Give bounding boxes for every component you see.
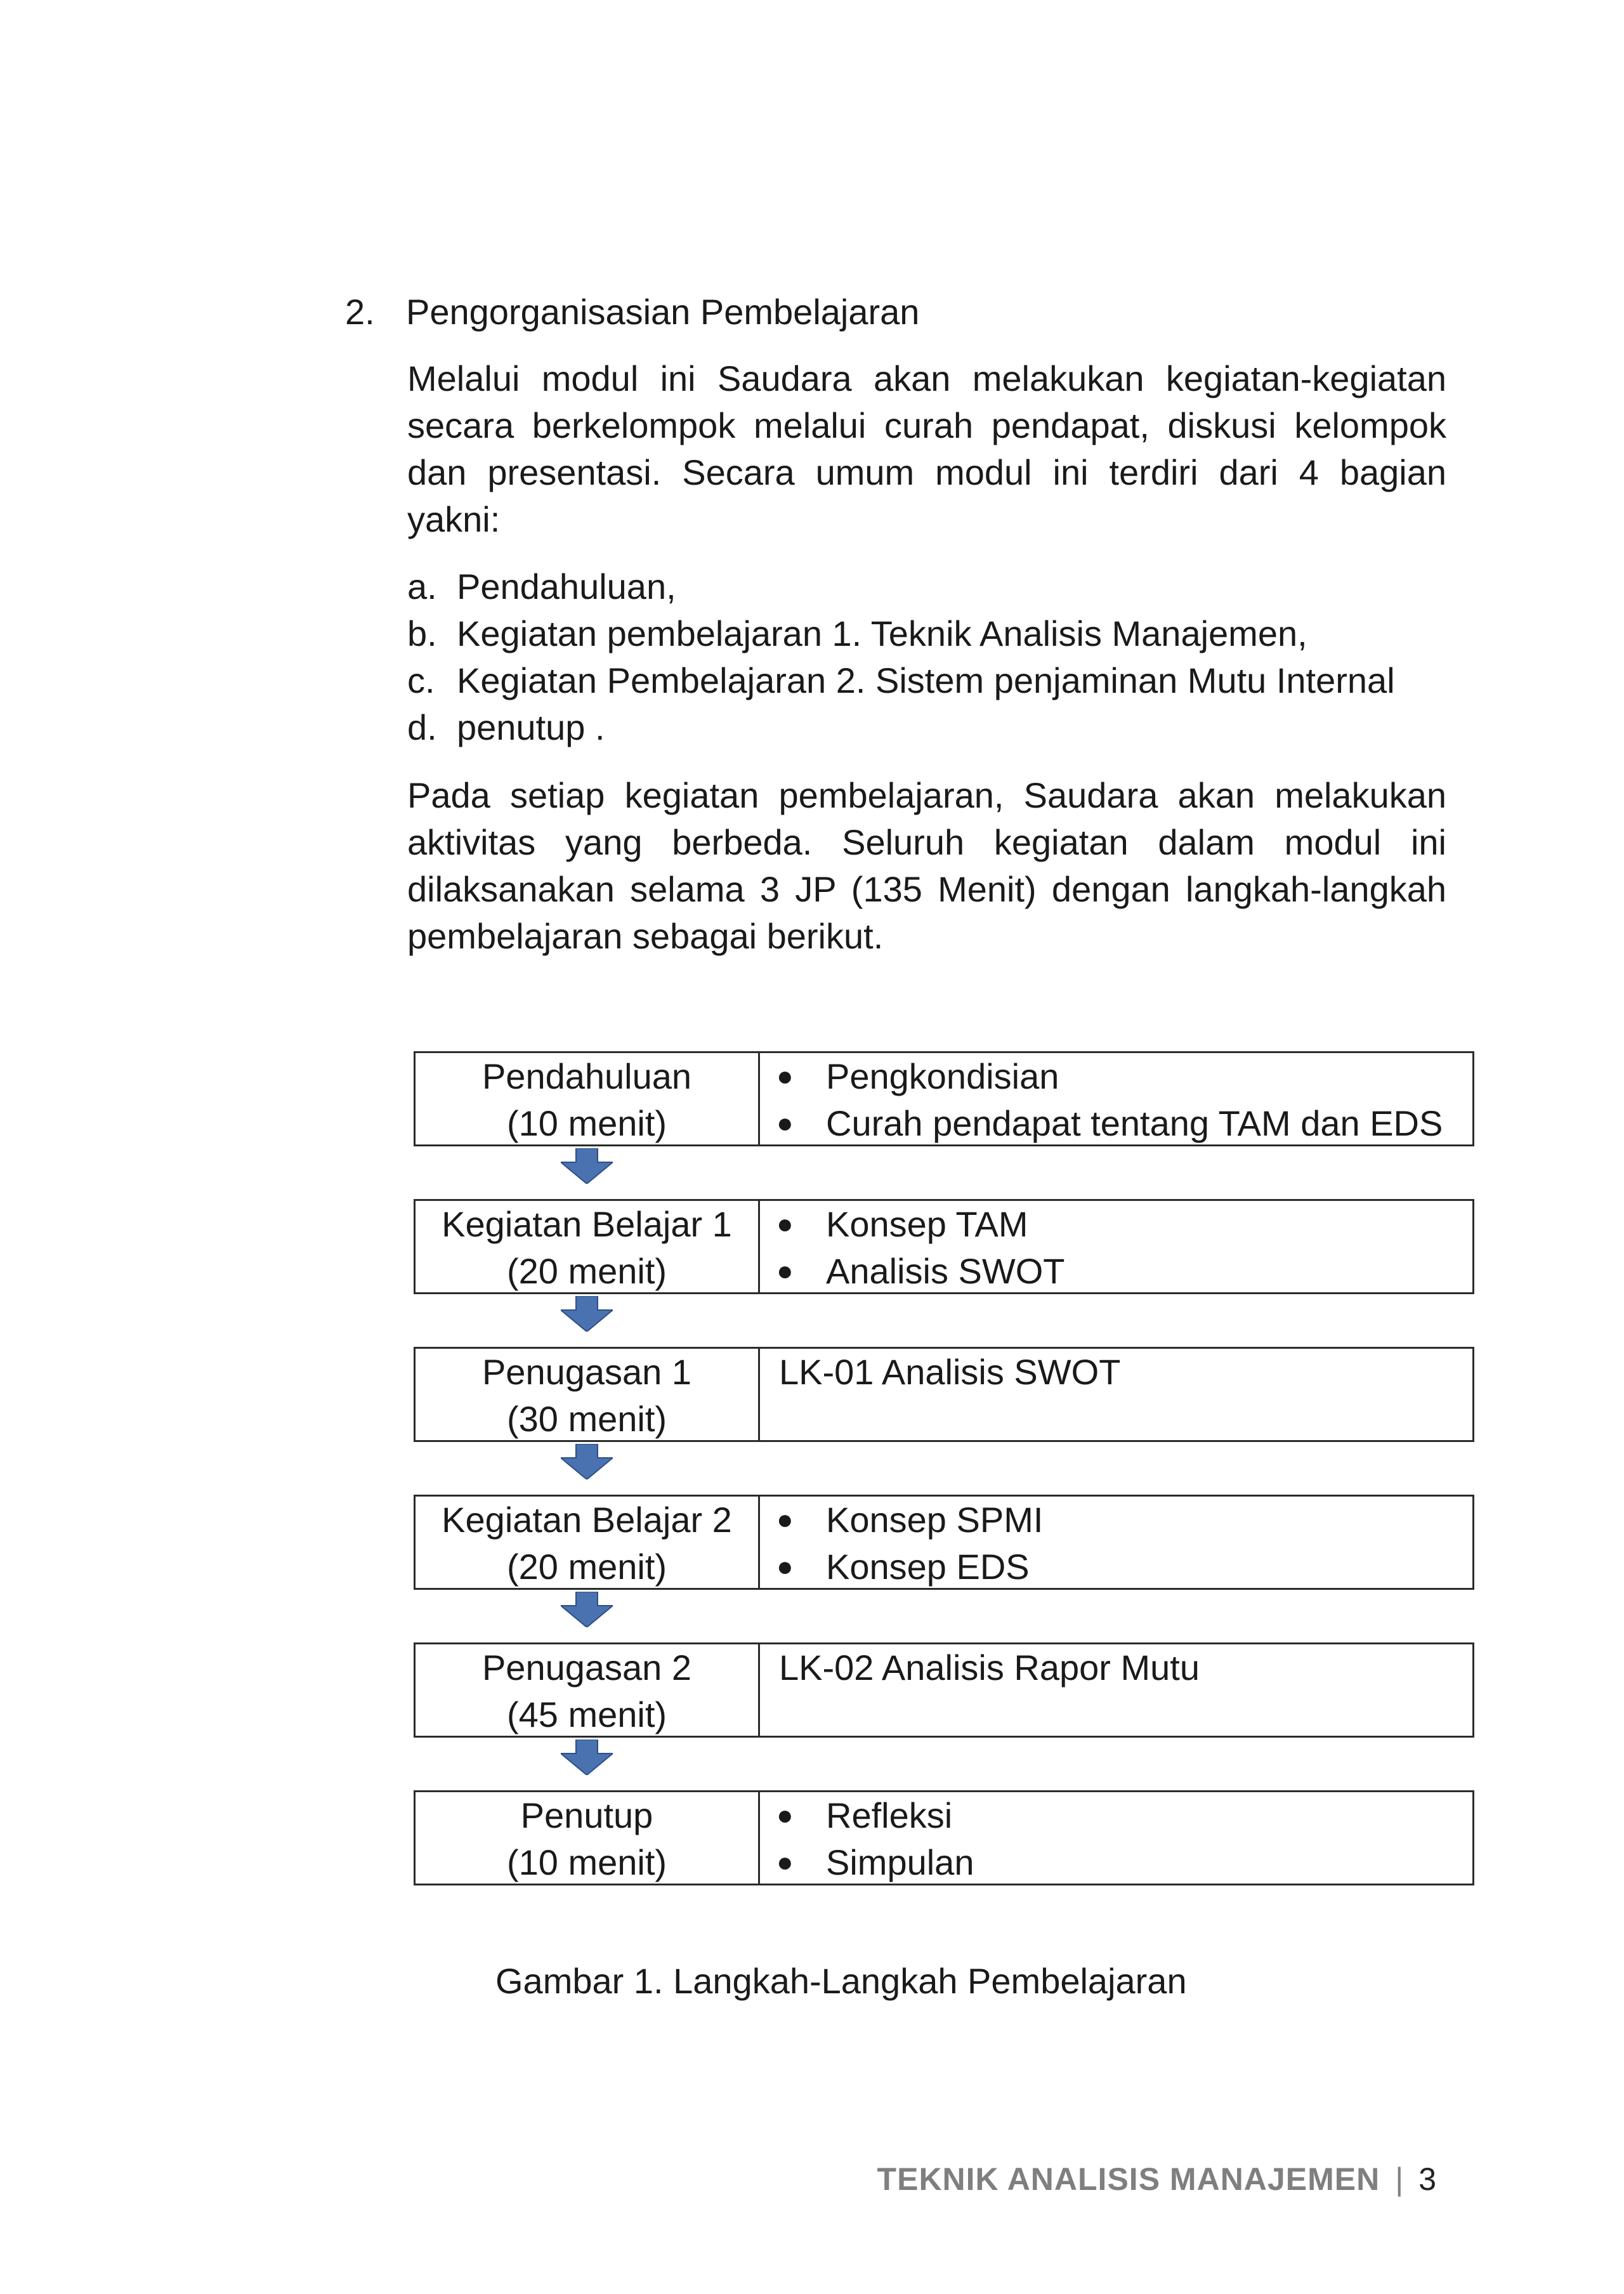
step-duration: (20 menit) [506,1251,667,1291]
flow-step-penugasan-2 [414,1642,1474,1738]
bullet-icon: ● [776,1847,794,1878]
flow-step-kegiatan-belajar-1 [414,1199,1474,1294]
step-text: LK-02 Analisis Rapor Mutu [779,1648,1200,1688]
arrow-shape [561,1740,613,1775]
arrow-down-icon [561,1592,613,1627]
step-content [760,1201,1472,1292]
step-label [416,1644,760,1736]
step-content [760,1497,1472,1588]
step-name: Kegiatan Belajar 1 [442,1204,732,1244]
step-duration: (10 menit) [506,1103,667,1143]
step-duration: (45 menit) [506,1694,667,1734]
step-duration: (10 menit) [506,1842,667,1882]
list-item: ● Refleksi [776,1792,1472,1839]
arrow-shape [561,1148,613,1184]
arrow-shape [561,1296,613,1332]
section-number: 2. [345,292,375,332]
step-label [416,1201,760,1292]
bullet-icon: ● [776,1209,794,1240]
flow-step-penugasan-1 [414,1347,1474,1442]
step-name: Penugasan 1 [481,1352,692,1392]
list-item: ● Analisis SWOT [776,1248,1472,1295]
arrow-shape [561,1444,613,1479]
step-text: LK-01 Analisis SWOT [779,1352,1121,1392]
footer-separator: | [1395,2161,1404,2197]
list-item: d. penutup . [407,707,605,747]
step-label [416,1349,760,1440]
step-name: Pendahuluan [481,1056,692,1096]
step-content [760,1644,1472,1736]
step-label [416,1497,760,1588]
list-item: b. Kegiatan pembelajaran 1. Teknik Analisis Manajemen, [407,613,1307,653]
section-heading [345,289,919,336]
bullet-icon: ● [776,1504,794,1535]
list-item: ● Simpulan [776,1839,1472,1886]
figure-caption: Gambar 1. Langkah-Langkah Pembelajaran [495,1961,1187,2001]
step-name: Penutup [520,1795,653,1835]
arrow-down-icon [561,1296,613,1332]
list-item: ● Konsep EDS [776,1544,1472,1590]
flow-step-pendahuluan [414,1051,1474,1146]
arrow-down-icon [561,1148,613,1184]
step-content [760,1349,1472,1440]
step-duration: (20 menit) [506,1547,667,1587]
flow-step-kegiatan-belajar-2 [414,1495,1474,1590]
intro-paragraph: Melalui modul ini Saudara akan melakukan kegiatan-kegiatan secara berkelompok melalui curah pendapat, diskusi kelompok dan presentasi. Secara umum modul ini terdiri dari 4 bagian yakni: [407,358,1446,539]
list-item: ● Konsep TAM [776,1201,1472,1248]
step-label [416,1053,760,1144]
arrow-down-icon [561,1740,613,1775]
list-item: c. Kegiatan Pembelajaran 2. Sistem penjaminan Mutu Internal [407,660,1395,700]
step-content [760,1792,1472,1884]
list-item: ● Pengkondisian [776,1053,1472,1100]
step-content [760,1053,1472,1144]
bullet-icon: ● [776,1108,794,1139]
step-name: Kegiatan Belajar 2 [442,1500,732,1540]
bullet-icon: ● [776,1255,794,1287]
page-footer [877,2159,1436,2199]
arrow-shape [561,1592,613,1627]
list-item: ● Konsep SPMI [776,1497,1472,1544]
flow-step-penutup [414,1790,1474,1885]
bullet-icon: ● [776,1061,794,1092]
step-label [416,1792,760,1884]
step-name: Penugasan 2 [481,1648,692,1688]
list-item: a. Pendahuluan, [407,567,676,606]
footer-title: TEKNIK ANALISIS MANAJEMEN [877,2161,1380,2197]
closing-paragraph: Pada setiap kegiatan pembelajaran, Saudara akan melakukan aktivitas yang berbeda. Seluruh kegiatan dalam modul ini dilaksanakan selama 3 JP (135 Menit) dengan langkah-langkah pembelajaran sebagai berikut. [407,775,1446,956]
step-duration: (30 menit) [506,1399,667,1439]
arrow-down-icon [561,1444,613,1479]
section-title: Pengorganisasian Pembelajaran [406,292,920,332]
list-item: ● Curah pendapat tentang TAM dan EDS [776,1100,1472,1147]
bullet-icon: ● [776,1551,794,1582]
bullet-icon: ● [776,1800,794,1831]
page-number: 3 [1418,2161,1436,2197]
module-parts-list [407,563,1486,751]
